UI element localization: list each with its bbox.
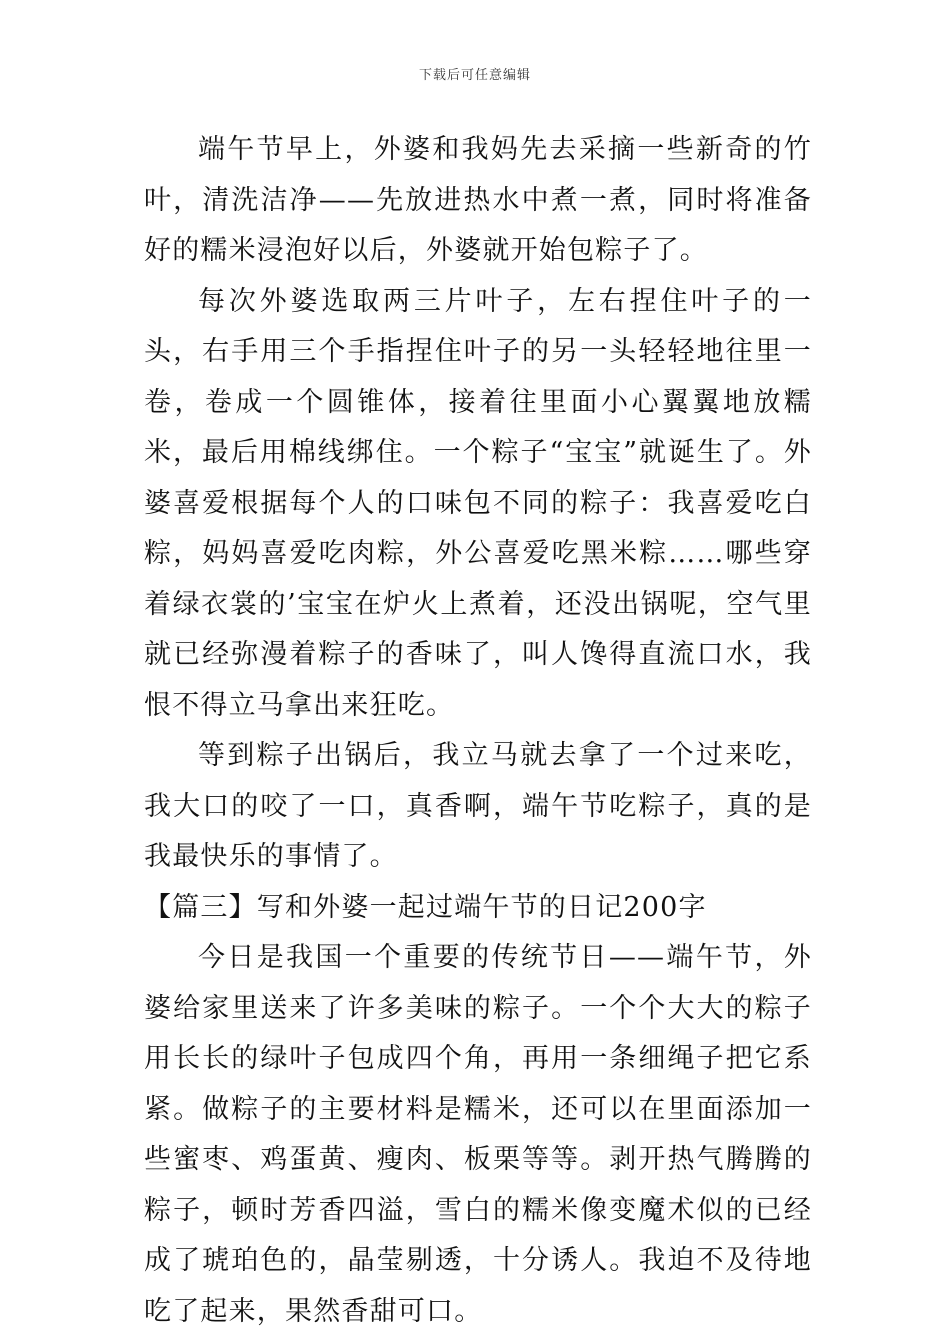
paragraph-2: 每次外婆选取两三片叶子，左右捏住叶子的一头，右手用三个手指捏住叶子的另一头轻轻地往里一卷，卷成一个圆锥体，接着往里面小心翼翼地放糯米，最后用棉线绑住。一个粽子“宝宝”就诞生了。外婆喜爱根据每个人的口味包不同的粽子：我喜爱吃白粽，妈妈喜爱吃肉粽，外公喜爱吃黑米粽……哪些穿着绿衣裳的’宝宝在炉火上煮着，还没出锅呢，空气里就已经弥漫着粽子的香味了，叫人馋得直流口水，我恨不得立马拿出来狂吃。 xyxy=(144,285,812,721)
paragraph-3: 等到粽子出锅后，我立马就去拿了一个过来吃，我大口的咬了一口，真香啊，端午节吃粽子，真的是我最快乐的事情了。 xyxy=(144,740,812,872)
page-header: 下载后可任意编辑 xyxy=(418,68,531,83)
document-body xyxy=(144,125,812,1337)
section-title: 【篇三】写和外婆一起过端午节的日记200字 xyxy=(144,891,707,923)
section-paragraph-1: 今日是我国一个重要的传统节日——端午节，外婆给家里送来了许多美味的粽子。一个个大大的粽子用长长的绿叶子包成四个角，再用一条细绳子把它系紧。做粽子的主要材料是糯米，还可以在里面添加一些蜜枣、鸡蛋黄、瘦肉、板栗等等。剥开热气腾腾的粽子，顿时芳香四溢，雪白的糯米像变魔术似的已经成了琥珀色的，晶莹剔透，十分诱人。我迫不及待地吃了起来，果然香甜可口。 xyxy=(144,942,812,1327)
paragraph-1: 端午节早上，外婆和我妈先去采摘一些新奇的竹叶，清洗洁净——先放进热水中煮一煮，同时将准备好的糯米浸泡好以后，外婆就开始包粽子了。 xyxy=(144,134,812,266)
